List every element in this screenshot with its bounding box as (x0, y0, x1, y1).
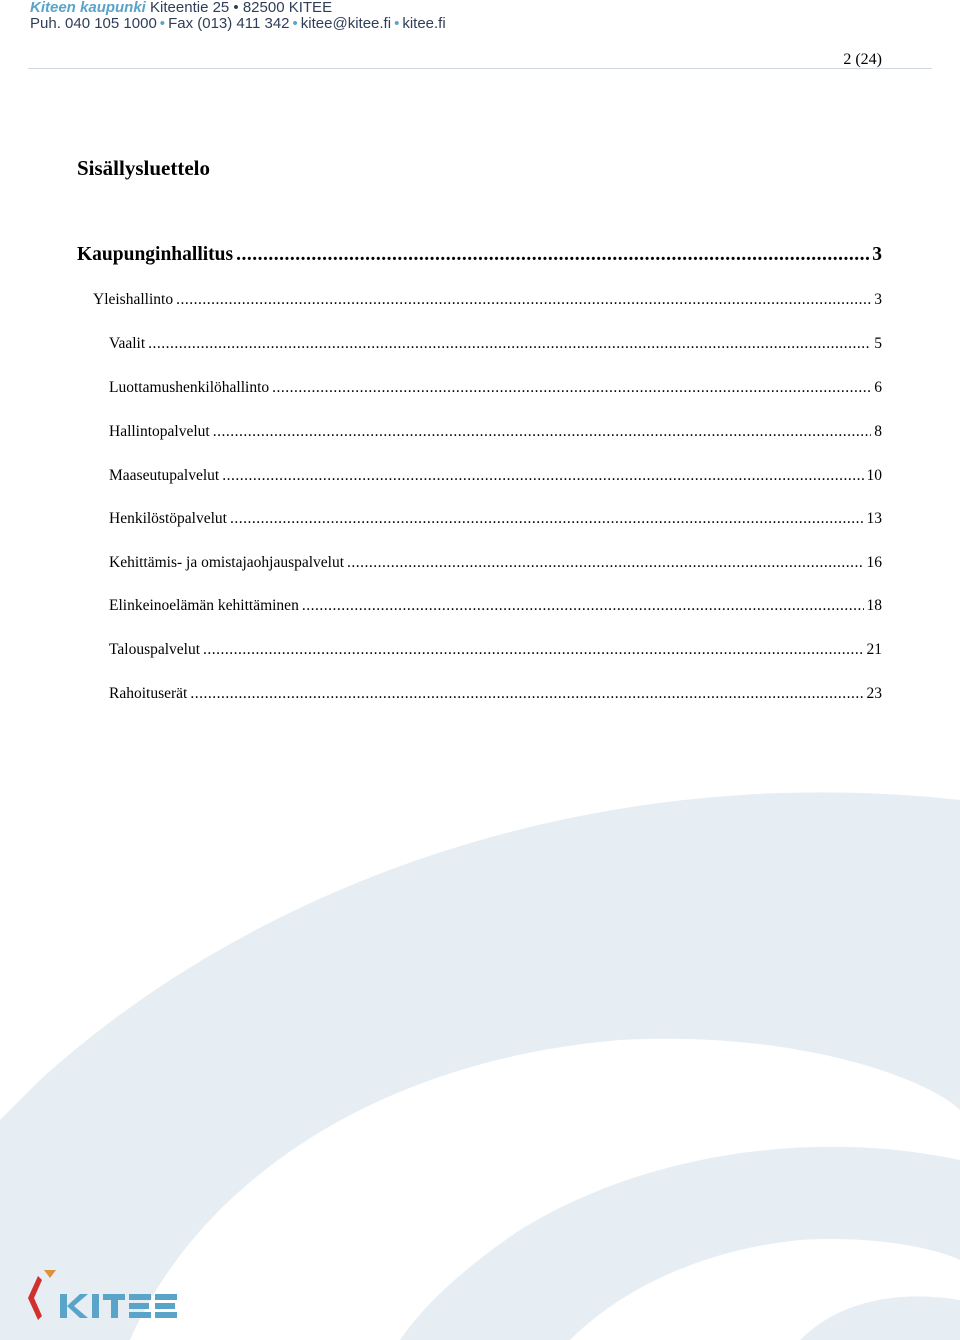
toc-entry-page: 3 (872, 244, 882, 265)
toc-entry[interactable] (77, 244, 882, 266)
toc-entry-label: Henkilöstöpalvelut (109, 510, 227, 527)
toc-entry[interactable] (109, 685, 882, 703)
toc-entry-page: 13 (866, 510, 882, 527)
toc-title: Sisällysluettelo (77, 156, 211, 180)
toc-entry[interactable] (109, 510, 882, 528)
toc-entry[interactable] (109, 641, 882, 659)
toc-dot-leader (222, 467, 863, 485)
toc-entry-page: 5 (874, 335, 882, 352)
toc-entry[interactable] (109, 335, 882, 353)
toc-entry[interactable] (93, 291, 882, 309)
toc-dot-leader (190, 685, 863, 703)
toc-entry-label: Hallintopalvelut (109, 423, 210, 440)
toc-dot-leader (203, 641, 863, 659)
toc-entry-label: Kehittämis- ja omistajaohjauspalvelut (109, 554, 345, 571)
letterhead-separator: • (394, 15, 400, 32)
toc-dot-leader (230, 510, 864, 528)
toc-entry-page: 3 (874, 291, 882, 308)
toc-dot-leader (148, 335, 871, 353)
toc-entry-page: 8 (874, 423, 882, 440)
letterhead-fax: Fax (013) 411 342 (168, 15, 290, 32)
letterhead-separator: • (159, 15, 166, 32)
letterhead-line-2 (30, 16, 446, 32)
toc-dot-leader (302, 597, 864, 615)
toc-entry-label: Kaupunginhallitus (77, 244, 234, 265)
toc-entry[interactable] (109, 379, 882, 397)
toc-entry-page: 10 (866, 467, 882, 484)
toc-entry-label: Elinkeinoelämän kehittäminen (109, 597, 299, 614)
letterhead-email[interactable]: kitee@kitee.fi (300, 15, 392, 32)
toc-entry[interactable] (109, 554, 882, 572)
header-divider (28, 68, 932, 69)
letterhead-address: Kiteentie 25 • 82500 KITEE (150, 0, 333, 16)
toc-dot-leader (347, 554, 863, 572)
toc-entry[interactable] (109, 423, 882, 441)
toc-entry-page: 23 (866, 685, 882, 702)
letterhead-phone: Puh. 040 105 1000 (30, 15, 157, 32)
toc-entry-page: 18 (866, 597, 882, 614)
letterhead (30, 0, 446, 32)
kitee-logo (26, 1268, 186, 1324)
toc-entry[interactable] (109, 597, 882, 615)
toc-entry-label: Yleishallinto (93, 291, 174, 308)
letterhead-line-1 (30, 0, 446, 16)
toc-dot-leader (176, 291, 871, 309)
letterhead-separator: • (292, 15, 298, 32)
toc-dot-leader (236, 244, 869, 266)
toc-entry-page: 6 (874, 379, 882, 396)
page-number: 2 (24) (843, 51, 882, 68)
toc-dot-leader (213, 423, 872, 441)
toc-entry-label: Vaalit (109, 335, 146, 352)
toc-dot-leader (272, 379, 871, 397)
letterhead-brand: Kiteen kaupunki (30, 0, 146, 16)
toc-entry-label: Rahoituserät (109, 685, 188, 702)
toc-entry-page: 16 (866, 554, 882, 571)
toc-entry-label: Maaseutupalvelut (109, 467, 220, 484)
toc-entry-label: Luottamushenkilöhallinto (109, 379, 270, 396)
letterhead-web[interactable]: kitee.fi (402, 15, 446, 32)
toc-entry-page: 21 (866, 641, 882, 658)
toc-entry-label: Talouspalvelut (109, 641, 201, 658)
toc-entry[interactable] (109, 467, 882, 485)
